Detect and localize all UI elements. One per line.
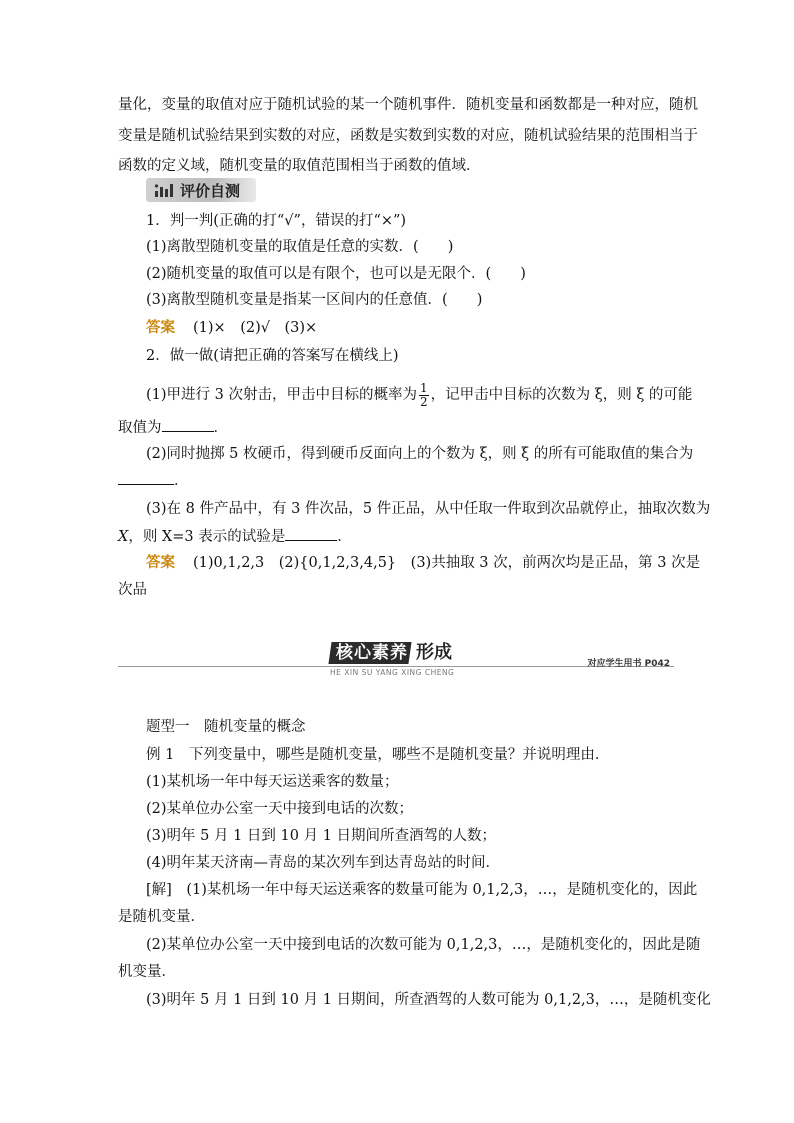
q2-answer: [146, 553, 700, 573]
q2-item-1-text-c: 取值为: [118, 420, 162, 436]
q2-heading: 2．做一做(请把正确的答案写在横线上): [146, 348, 399, 364]
fraction-denominator: 2: [419, 394, 428, 409]
q2-item-1-text-a: (1)甲进行 3 次射击，甲击中目标的概率为: [146, 387, 417, 403]
q2-item-3-text: ，则 X=3 表示的试验是: [128, 529, 286, 545]
q2-answer-cont: 次品: [118, 582, 147, 598]
q2-item-1-cont: 取值为 ．: [118, 417, 228, 438]
fraction-numerator: 1: [419, 380, 428, 395]
banner-boxed-title: 核心素养: [336, 643, 408, 663]
solution-2-cont: 机变量．: [118, 964, 176, 980]
section-banner: [118, 636, 674, 676]
solution-1-cont: 是随机变量．: [118, 909, 205, 925]
q2-answer-text: (1)0,1,2,3 (2){0,1,2,3,4,5} (3)共抽取 3 次，前两次均是正品，第 3 次是: [193, 555, 701, 571]
topic-title: 题型一 随机变量的概念: [146, 719, 306, 735]
q1-answer-text: (1)× (2)√ (3)×: [193, 320, 318, 336]
q2-item-2-cont: ．: [118, 470, 189, 491]
banner-pinyin: HE XIN SU YANG XING CHENG: [330, 668, 455, 677]
answer-blank: [285, 526, 337, 541]
answer-blank: [118, 470, 174, 485]
q1-item-3: (3)离散型随机变量是指某一区间内的任意值．( ): [146, 292, 483, 308]
q2-item-3-var: X: [118, 529, 129, 545]
chart-icon: [154, 182, 174, 198]
q1-item-1: (1)离散型随机变量的取值是任意的实数．( ): [146, 239, 454, 255]
q2-item-3: (3)在 8 件产品中，有 3 件次品，5 件正品，从中任取一件取到次品就停止，抽取次数为: [146, 501, 711, 517]
q1-answer: [146, 318, 317, 338]
intro-line-2: 变量是随机试验结果到实数的对应，函数是实数到实数的对应，随机试验结果的范围相当于: [118, 128, 698, 144]
solution-3: (3)明年 5 月 1 日到 10 月 1 日期间，所查酒驾的人数可能为 0,1,2,3，…，是随机变化: [146, 992, 711, 1008]
answer-label: 答案: [146, 555, 175, 571]
answer-blank: [162, 417, 214, 432]
example-1: 例 1 下列变量中，哪些是随机变量，哪些不是随机变量？并说明理由．: [146, 747, 610, 763]
intro-line-1: 量化，变量的取值对应于随机试验的某一个随机事件．随机变量和函数都是一种对应，随机: [118, 97, 698, 113]
q2-item-3-cont: X，则 X=3 表示的试验是 ．: [118, 526, 352, 547]
eval-section-badge: [146, 178, 256, 202]
q1-heading: 1．判一判(正确的打“√”，错误的打“×”): [146, 213, 407, 229]
q2-item-2: (2)同时抛掷 5 枚硬币，得到硬币反面向上的个数为 ξ，则 ξ 的所有可能取值的集合为: [146, 446, 694, 462]
solution-1: [解] (1)某机场一年中每天运送乘客的数量可能为 0,1,2,3，…，是随机变化的，因此: [146, 882, 698, 898]
q2-item-1-text-b: ，记甲击中目标的次数为 ξ，则 ξ 的可能: [430, 387, 693, 403]
example-item-1: (1)某机场一年中每天运送乘客的数量；: [146, 774, 399, 790]
fraction-one-half: [419, 382, 429, 409]
example-item-3: (3)明年 5 月 1 日到 10 月 1 日期间所查酒驾的人数；: [146, 828, 497, 844]
intro-line-3: 函数的定义域，随机变量的取值范围相当于函数的值域．: [118, 158, 481, 174]
example-item-2: (2)某单位办公室一天中接到电话的次数；: [146, 801, 414, 817]
answer-label: 答案: [146, 320, 175, 336]
example-item-4: (4)明年某天济南—青岛的某次列车到达青岛站的时间．: [146, 855, 501, 871]
q1-item-2: (2)随机变量的取值可以是有限个，也可以是无限个．( ): [146, 266, 526, 282]
solution-2: (2)某单位办公室一天中接到电话的次数可能为 0,1,2,3，…，是随机变化的，因此是随: [146, 937, 701, 953]
eval-section-title: 评价自测: [180, 182, 241, 200]
banner-page-ref: 对应学生用书 P042: [587, 659, 670, 669]
banner-title: 形成: [416, 642, 452, 663]
q2-item-1: [146, 381, 692, 409]
